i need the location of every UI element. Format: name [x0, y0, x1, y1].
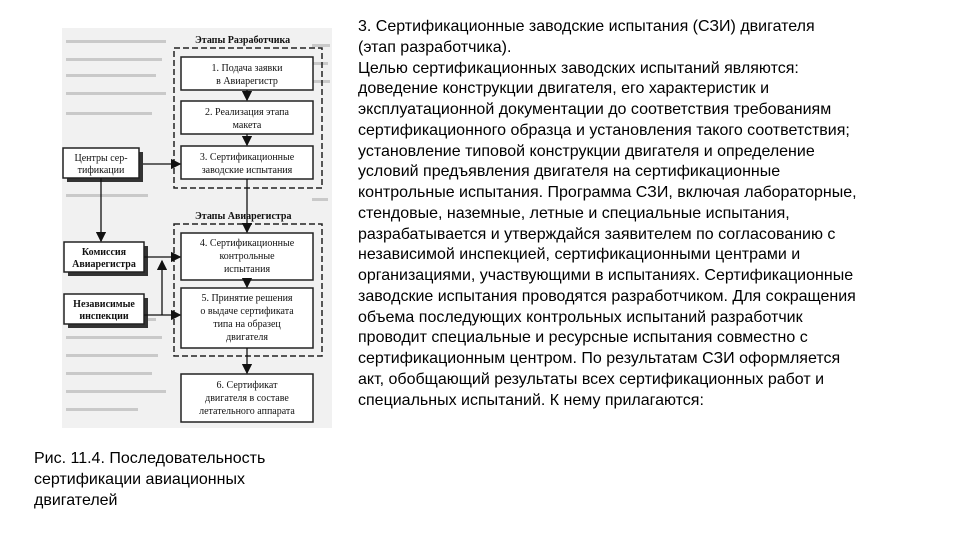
step-1-line-2: в Авиарегистр: [216, 76, 278, 87]
stage-registry-title: Этапы Авиарегистра: [195, 211, 292, 222]
caption-line: сертификации авиационных: [34, 471, 245, 488]
body-line: разрабатывается и утверждайся заявителем по согласованию с: [358, 225, 836, 243]
step-box-1: [181, 57, 313, 90]
step-6-line-3: летательного аппарата: [199, 406, 295, 417]
step-3-line-1: 3. Сертификационные: [199, 152, 295, 163]
step-5-line-1: 5. Принятие решения: [201, 293, 293, 304]
body-line: эксплуатационной документации до соответствия требованиям: [358, 101, 832, 118]
stage-developer-title: Этапы Разработчика: [195, 35, 291, 46]
step-4-line-2: контрольные: [219, 251, 275, 262]
figure-caption: [34, 448, 334, 511]
caption-line: Рис. 11.4. Последовательность: [34, 450, 266, 467]
body-line: (этап разработчика).: [358, 38, 512, 56]
step-box-5: [181, 288, 313, 348]
step-box-6: [181, 374, 313, 422]
step-4-line-1: 4. Сертификационные: [199, 238, 295, 249]
step-5-line-3: типа на образец: [213, 319, 281, 330]
commission-line-2: Авиарегистра: [72, 259, 136, 270]
caption-line: двигателей: [34, 492, 118, 509]
body-line: установление типовой конструкции двигателя и определение: [358, 142, 815, 160]
step-box-2: [181, 101, 313, 134]
step-5-line-2: о выдаче сертификата: [200, 306, 294, 317]
side-box-commission: [64, 242, 148, 276]
body-line: сертификационным центром. По результатам СЗИ оформляется: [358, 350, 841, 367]
body-paragraph: [358, 17, 938, 411]
flowchart-svg: [62, 28, 332, 428]
independent-line-1: Независимые: [73, 299, 135, 310]
step-6-line-1: 6. Сертификат: [216, 380, 278, 391]
body-line: объема последующих контрольных испытаний разработчик: [358, 308, 803, 326]
step-4-line-3: испытания: [223, 264, 271, 275]
step-box-3: [181, 146, 313, 179]
body-line: контрольные испытания. Программа СЗИ, включая лабораторные,: [358, 184, 857, 201]
step-1-line-1: 1. Подача заявки: [211, 63, 283, 74]
independent-line-2: инспекции: [79, 311, 129, 322]
body-line: стендовые, наземные, летные и специальные испытания,: [358, 204, 790, 222]
step-box-4: [181, 233, 313, 280]
centers-line-1: Центры сер-: [74, 153, 128, 164]
certification-flowchart: [62, 28, 332, 428]
body-line: сертификационного образца и установления такого соответствия;: [358, 121, 850, 139]
step-2-line-2: макета: [232, 120, 262, 131]
step-3-line-2: заводские испытания: [201, 165, 293, 176]
body-line: независимой инспекцией, сертификационными центрами и: [358, 246, 801, 264]
body-line: заводские испытания проводятся разработчиком. Для сокращения: [358, 287, 856, 305]
body-line: условий предъявления двигателя на сертификационные: [358, 163, 781, 181]
body-line: доведение конструкции двигателя, его характеристик и: [358, 80, 770, 98]
centers-line-2: тификации: [77, 165, 125, 176]
body-line: специальных испытаний. К нему прилагаются:: [358, 391, 704, 409]
side-box-independent: [64, 294, 148, 328]
body-line: организациями, участвующими в испытаниях. Сертификационные: [358, 267, 854, 284]
step-2-line-1: 2. Реализация этапа: [205, 107, 289, 118]
step-6-line-2: двигателя в составе: [205, 393, 289, 404]
body-line: Целью сертификационных заводских испытаний являются:: [358, 59, 799, 77]
body-line: 3. Сертификационные заводские испытания (СЗИ) двигателя: [358, 18, 815, 35]
step-5-line-4: двигателя: [226, 332, 268, 343]
side-box-centers: [63, 148, 143, 182]
body-line: проводит специальные и ресурсные испытания совместно с: [358, 329, 808, 347]
body-line: акт, обобщающий результаты всех сертификационных работ и: [358, 370, 825, 388]
commission-line-1: Комиссия: [81, 247, 127, 258]
